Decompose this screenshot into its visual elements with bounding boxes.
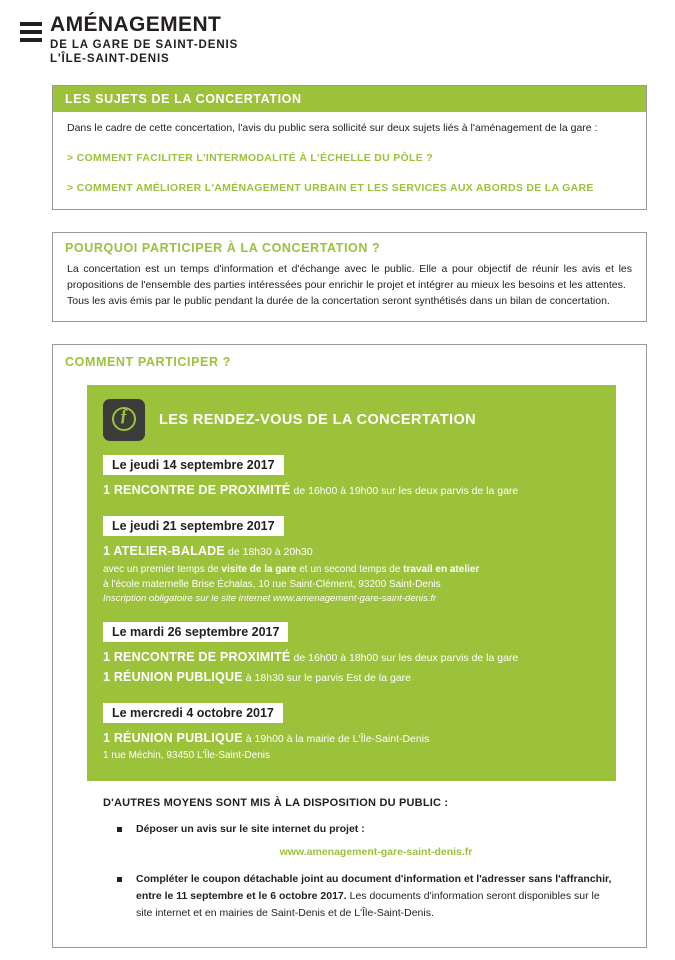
section-sujets-heading: LES SUJETS DE LA CONCERTATION xyxy=(53,86,646,112)
list-item xyxy=(103,871,616,921)
event-item xyxy=(103,622,600,687)
sujets-question-1: > COMMENT FACILITER L'INTERMODALITÉ À L'ÉCHELLE DU PÔLE ? xyxy=(67,152,433,165)
event-line xyxy=(103,729,600,748)
bullet-2-rest: Les documents d'information seront disponibles sur le site internet et en mairies de Saint-Denis et de L'Île-Saint-Denis. xyxy=(136,889,600,919)
circle-f-logo-icon: ƒ xyxy=(103,399,145,441)
document-header xyxy=(0,0,675,67)
event-line-secondary xyxy=(103,668,600,687)
autres-moyens-block xyxy=(53,795,646,947)
event-sub-b: visite de la gare xyxy=(221,563,297,575)
event-name: 1 RENCONTRE DE PROXIMITÉ xyxy=(103,650,291,665)
event-detail: à 19h00 à la mairie de L'Île-Saint-Denis xyxy=(245,732,430,745)
bullet-square-icon xyxy=(117,827,122,832)
autres-moyens-title: D'AUTRES MOYENS SONT MIS À LA DISPOSITION DU PUBLIC : xyxy=(103,797,449,810)
logo-bars-icon xyxy=(20,14,42,46)
event-sub-d: travail en atelier xyxy=(403,563,480,575)
event-name-2: 1 RÉUNION PUBLIQUE xyxy=(103,669,243,684)
sujets-intro-text: Dans le cadre de cette concertation, l'avis du public sera sollicité sur deux sujets liés à l'aménagement de la gare : xyxy=(67,121,598,134)
event-line xyxy=(103,542,600,561)
event-date: Le jeudi 14 septembre 2017 xyxy=(103,455,284,475)
event-sub-a: avec un premier temps de xyxy=(103,563,222,575)
sujets-question-2: > COMMENT AMÉLIORER L'AMÉNAGEMENT URBAIN ET LES SERVICES AUX ABORDS DE LA GARE xyxy=(67,182,594,195)
bullet-2-bold: Compléter le coupon détachable joint au document d'information et l'adresser sans l'affranchir, entre le 11 septembre et le 6 octobre 2017. xyxy=(136,872,612,902)
event-address: 1 rue Méchin, 93450 L'Île-Saint-Denis xyxy=(103,750,271,762)
bullet-text xyxy=(136,821,616,861)
event-name: 1 RÉUNION PUBLIQUE xyxy=(103,730,243,745)
bullet-1-label: Déposer un avis sur le site internet du projet : xyxy=(136,823,365,836)
event-subline xyxy=(103,562,600,577)
section-pourquoi-heading: POURQUOI PARTICIPER À LA CONCERTATION ? xyxy=(53,233,646,259)
section-pourquoi xyxy=(52,232,647,323)
event-item xyxy=(103,703,600,764)
event-detail: de 16h00 à 19h00 sur les deux parvis de la gare xyxy=(293,485,519,498)
event-name: 1 RENCONTRE DE PROXIMITÉ xyxy=(103,483,291,498)
event-detail-2: à 18h30 sur le parvis Est de la gare xyxy=(245,671,411,684)
project-website-link[interactable]: www.amenagement-gare-saint-denis.fr xyxy=(279,846,473,859)
section-comment xyxy=(52,344,647,948)
pourquoi-paragraph-1: La concertation est un temps d'information et d'échange avec le public. Elle a pour objectif de réunir les avis et les propositions de l'ensemble des parties intéressées pour enrichir le projet et intégrer au mieux les besoins et les attentes. xyxy=(67,262,632,291)
page-subtitle-line2: L'ÎLE-SAINT-DENIS xyxy=(50,53,170,66)
rendez-vous-header xyxy=(103,399,600,441)
event-item xyxy=(103,516,600,606)
section-sujets xyxy=(52,85,647,210)
event-address: à l'école maternelle Brise Échalas, 10 rue Saint-Clément, 93200 Saint-Denis xyxy=(103,578,441,590)
event-date: Le jeudi 21 septembre 2017 xyxy=(103,516,284,536)
section-comment-heading: COMMENT PARTICIPER ? xyxy=(53,345,646,375)
pourquoi-paragraph-2: Tous les avis émis par le public pendant la durée de la concertation seront synthétisés dans un bilan de concertation. xyxy=(67,295,610,308)
page-subtitle xyxy=(50,38,675,67)
section-sujets-body xyxy=(53,112,646,209)
event-item xyxy=(103,455,600,500)
event-name: 1 ATELIER-BALADE xyxy=(103,544,225,559)
event-date: Le mercredi 4 octobre 2017 xyxy=(103,703,283,723)
list-item xyxy=(103,821,616,861)
section-pourquoi-body xyxy=(53,259,646,322)
event-line xyxy=(103,648,600,667)
header-text-block xyxy=(50,14,675,67)
event-note: Inscription obligatoire sur le site internet www.amenagement-gare-saint-denis.fr xyxy=(103,592,437,604)
event-detail: de 16h00 à 18h00 sur les deux parvis de la gare xyxy=(293,652,519,665)
bullet-text xyxy=(136,871,616,921)
event-date: Le mardi 26 septembre 2017 xyxy=(103,622,288,642)
rendez-vous-title: LES RENDEZ-VOUS DE LA CONCERTATION xyxy=(159,412,477,429)
rendez-vous-panel xyxy=(87,385,616,781)
page-subtitle-line1: DE LA GARE DE SAINT-DENIS xyxy=(50,39,239,52)
event-sub-c: et un second temps de xyxy=(296,563,404,575)
event-detail: de 18h30 à 20h30 xyxy=(228,546,313,559)
page-title: AMÉNAGEMENT xyxy=(50,13,222,36)
bullet-square-icon xyxy=(117,877,122,882)
event-line xyxy=(103,481,600,500)
